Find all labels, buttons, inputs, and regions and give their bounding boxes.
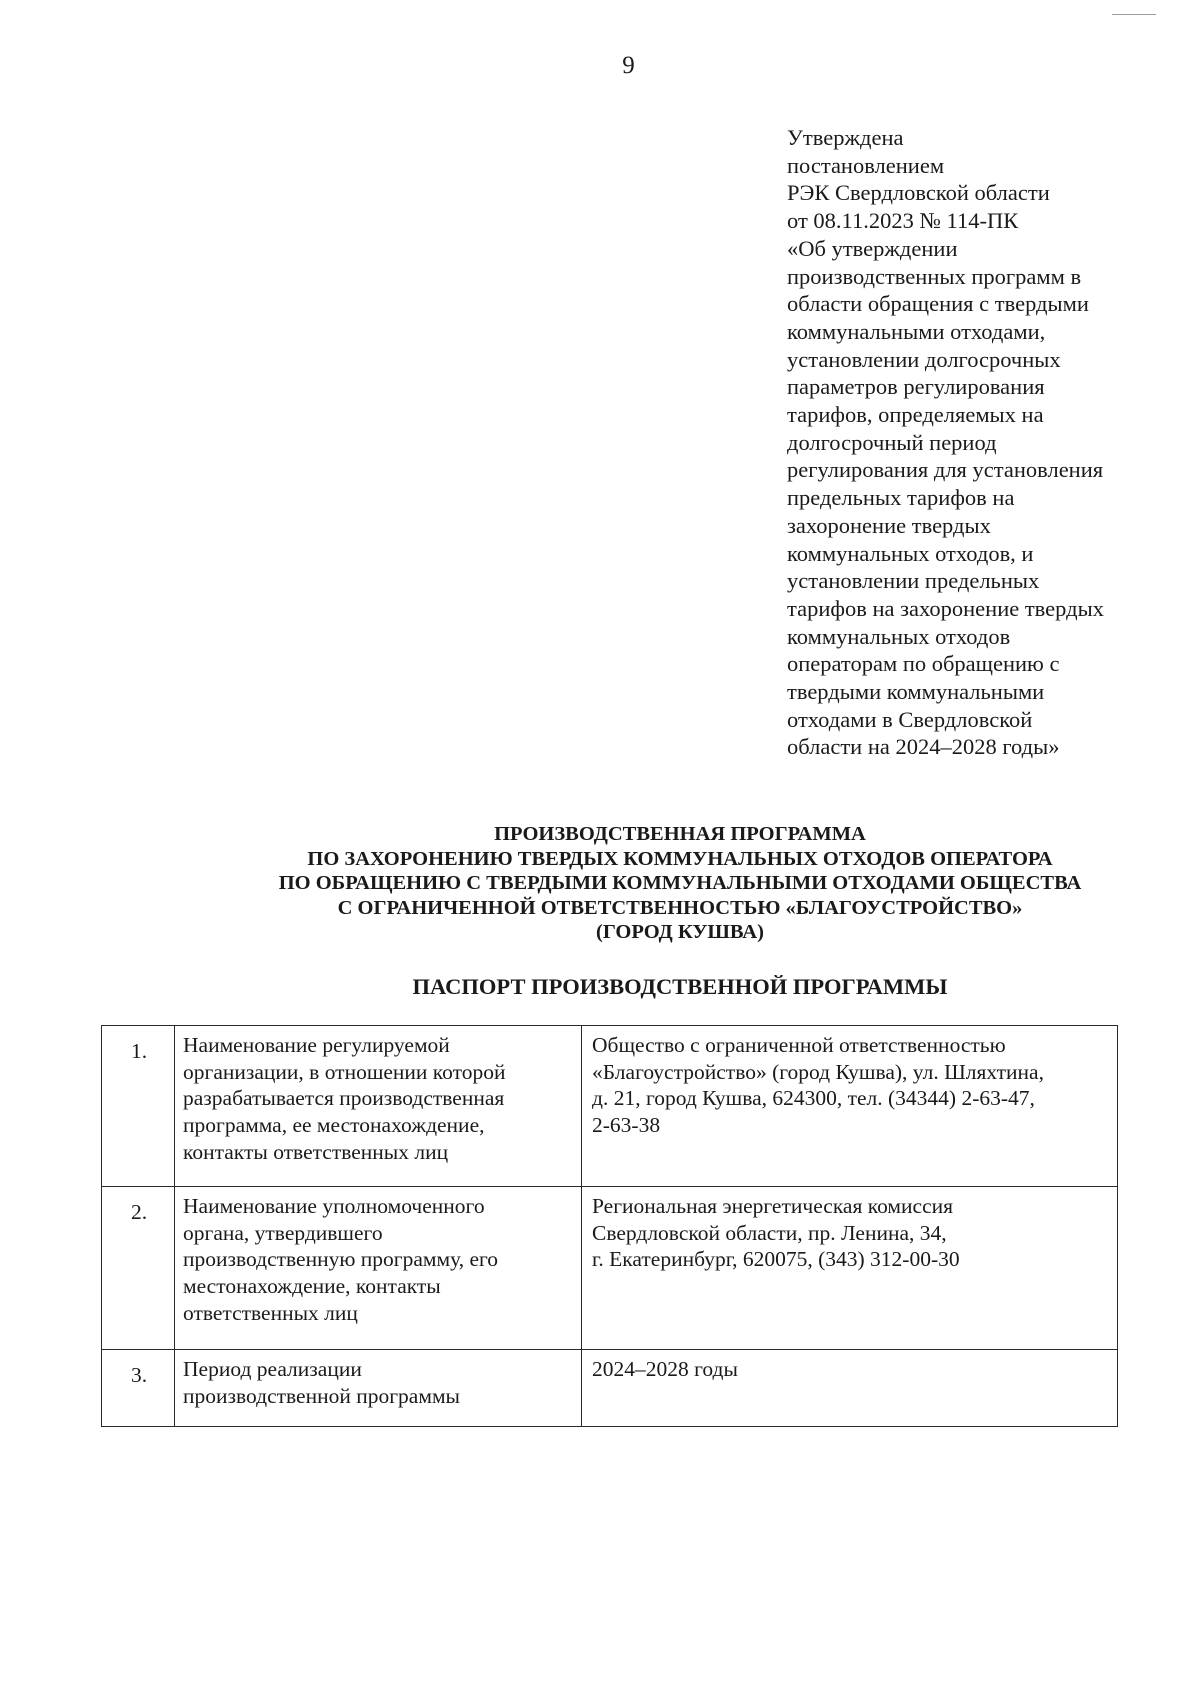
row-value [582, 1350, 1118, 1427]
approval-line: установлении долгосрочных [787, 346, 1061, 372]
passport-title: ПАСПОРТ ПРОИЗВОДСТВЕННОЙ ПРОГРАММЫ [412, 974, 948, 999]
row-label [175, 1026, 582, 1187]
row-label-line: контакты ответственных лиц [183, 1139, 449, 1164]
row-label-line: программа, ее местонахождение, [183, 1113, 485, 1138]
approval-line: операторам по обращению с [787, 651, 1060, 677]
row-value-line: г. Екатеринбург, 620075, (343) 312-00-30 [592, 1247, 960, 1272]
row-label-line: организации, в отношении которой [183, 1059, 506, 1084]
row-label-line: местонахождение, контакты [183, 1274, 441, 1299]
row-value [582, 1026, 1118, 1187]
approval-line: постановлением [787, 152, 945, 178]
row-value-line: Свердловской области, пр. Ленина, 34, [592, 1220, 947, 1245]
program-title-line: С ОГРАНИЧЕННОЙ ОТВЕТСТВЕННОСТЬЮ «БЛАГОУСТРОЙСТВО» [337, 896, 1023, 919]
row-number: 2. [102, 1187, 175, 1350]
row-label [175, 1187, 582, 1350]
row-label-line: Период реализации [183, 1357, 362, 1381]
page-number: 9 [622, 52, 635, 79]
program-title-line: ПРОИЗВОДСТВЕННАЯ ПРОГРАММА [494, 823, 866, 845]
approval-line: от 08.11.2023 № 114-ПК [787, 208, 1019, 234]
row-label-line: ответственных лиц [183, 1300, 358, 1325]
approval-line: области обращения с твердыми [787, 291, 1089, 317]
table-row [102, 1350, 1118, 1427]
approval-line: параметров регулирования [787, 374, 1045, 400]
row-label-line: Наименование уполномоченного [183, 1194, 485, 1218]
approval-line: коммунальных отходов [787, 623, 1011, 649]
program-title-line: ПО ЗАХОРОНЕНИЮ ТВЕРДЫХ КОММУНАЛЬНЫХ ОТХОДОВ ОПЕРАТОРА [307, 847, 1053, 870]
approval-line: тарифов, определяемых на [787, 402, 1044, 428]
program-title-line: ПО ОБРАЩЕНИЮ С ТВЕРДЫМИ КОММУНАЛЬНЫМИ ОТХОДАМИ ОБЩЕСТВА [278, 872, 1082, 894]
row-label [175, 1350, 582, 1427]
row-value-line: Общество с ограниченной ответственностью [592, 1033, 1006, 1057]
row-value [582, 1187, 1118, 1350]
approval-line: «Об утверждении [787, 235, 958, 261]
approval-line: производственных программ в [787, 263, 1082, 289]
row-value-line: 2-63-38 [592, 1113, 661, 1138]
row-label-line: органа, утвердившего [183, 1220, 383, 1245]
row-value-line: 2024–2028 годы [592, 1357, 738, 1381]
row-number: 3. [102, 1350, 175, 1427]
approval-line: коммунальными отходами, [787, 318, 1046, 344]
row-value-line: д. 21, город Кушва, 624300, тел. (34344) 2-63-47, [592, 1086, 1035, 1111]
approval-line: Утверждена [787, 125, 904, 150]
scan-edge-mark [1112, 14, 1156, 15]
row-number: 1. [102, 1026, 175, 1187]
program-title [100, 822, 1200, 945]
approval-line: захоронение твердых [787, 512, 991, 538]
approval-line: твердыми коммунальными [787, 679, 1045, 705]
approval-line: долгосрочный период [787, 429, 997, 455]
approval-line: регулирования для установления [787, 457, 1104, 483]
passport-table [101, 1025, 1118, 1427]
approval-block [787, 124, 1167, 761]
program-title-line: (ГОРОД КУШВА) [596, 921, 764, 943]
row-label-line: производственной программы [183, 1383, 461, 1408]
row-label-line: Наименование регулируемой [183, 1033, 450, 1057]
table-row [102, 1187, 1118, 1350]
row-value-line: Региональная энергетическая комиссия [592, 1194, 954, 1218]
approval-line: отходами в Свердловской [787, 706, 1033, 732]
approval-line: РЭК Свердловской области [787, 180, 1050, 206]
approval-line: области на 2024–2028 годы» [787, 734, 1060, 760]
approval-line: предельных тарифов на [787, 485, 1015, 511]
approval-line: тарифов на захоронение твердых [787, 595, 1104, 621]
row-label-line: разрабатывается производственная [183, 1086, 505, 1111]
approval-line: коммунальных отходов, и [787, 540, 1034, 566]
row-value-line: «Благоустройство» (город Кушва), ул. Шляхтина, [592, 1059, 1044, 1084]
table-row [102, 1026, 1118, 1187]
approval-line: установлении предельных [787, 568, 1040, 594]
row-label-line: производственную программу, его [183, 1247, 499, 1272]
